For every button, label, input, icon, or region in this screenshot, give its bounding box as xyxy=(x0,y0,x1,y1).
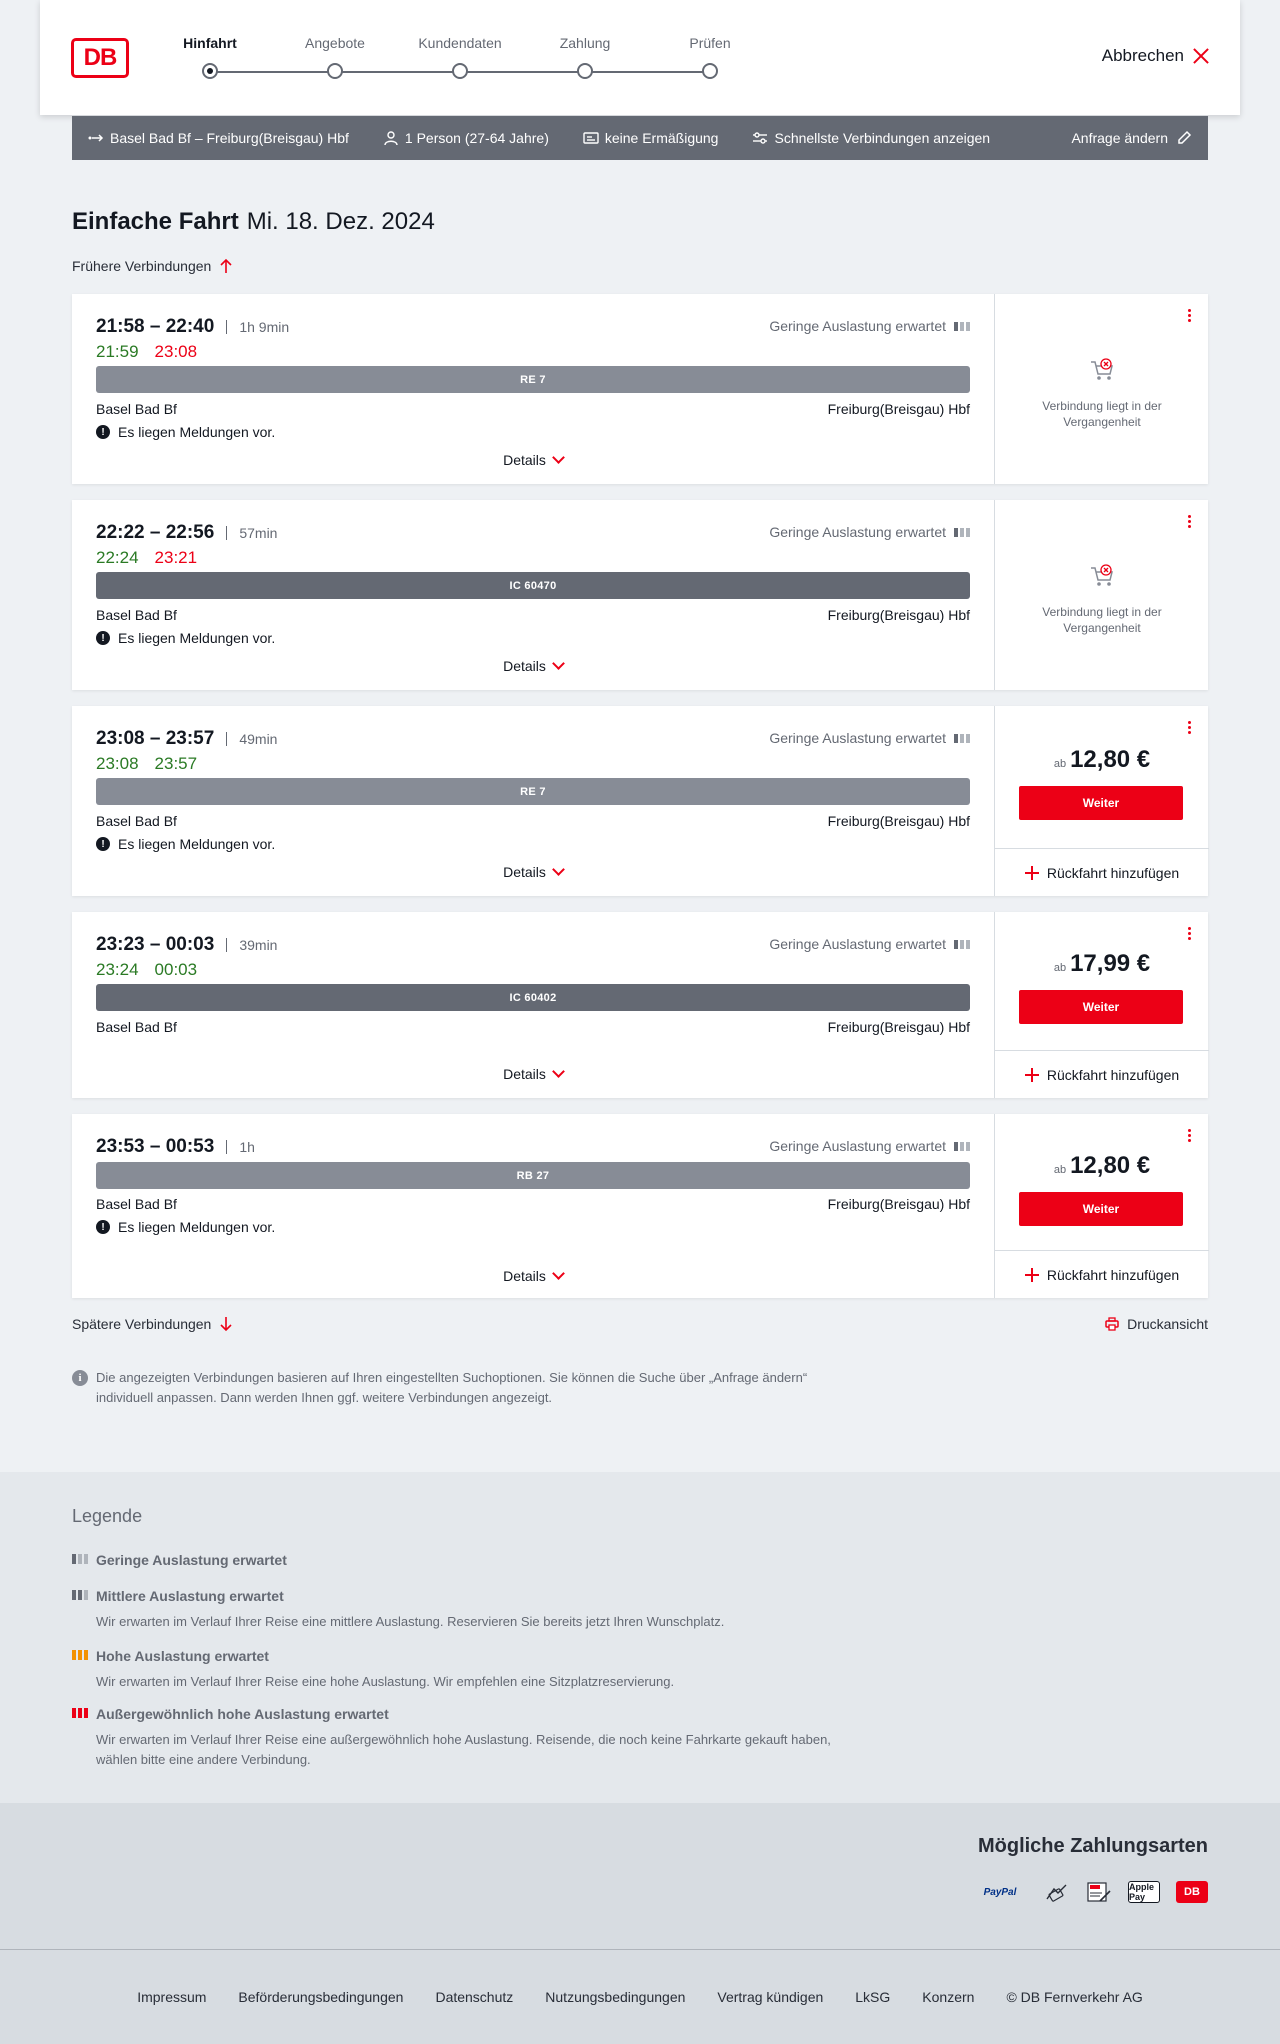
search-summary-bar xyxy=(72,116,1208,160)
origin-station: Basel Bad Bf xyxy=(96,813,177,829)
filter-summary xyxy=(752,130,990,146)
add-return-button[interactable] xyxy=(995,848,1209,896)
realtime-arrival: 23:57 xyxy=(154,754,198,773)
legend-item-high xyxy=(72,1648,872,1692)
db-logo[interactable]: DB xyxy=(71,38,129,78)
step-zahlung: Zahlung xyxy=(559,35,611,51)
footer-copyright: © DB Fernverkehr AG xyxy=(1006,1989,1143,2005)
passenger-summary xyxy=(383,130,549,146)
details-label: Details xyxy=(503,1066,546,1082)
notice xyxy=(96,630,275,646)
past-connection-text: Verbindung liegt in der Vergangenheit xyxy=(1042,605,1162,635)
later-connections-link[interactable] xyxy=(72,1316,233,1332)
origin-station: Basel Bad Bf xyxy=(96,607,177,623)
connection-times xyxy=(96,316,289,338)
details-toggle[interactable] xyxy=(72,864,994,880)
continue-button[interactable]: Weiter xyxy=(1019,1192,1183,1226)
add-return-label: Rückfahrt hinzufügen xyxy=(1046,864,1180,881)
occupancy-low-icon xyxy=(954,528,970,537)
chevron-down-icon xyxy=(552,863,565,876)
duration: 49min xyxy=(226,732,277,746)
add-return-button[interactable] xyxy=(995,1050,1209,1098)
train-segment-bar[interactable]: RE 7 xyxy=(96,778,970,805)
warning-icon: ! xyxy=(96,837,110,851)
person-icon xyxy=(383,131,399,145)
edit-search-label: Anfrage ändern xyxy=(1071,130,1168,146)
occupancy-label: Geringe Auslastung erwartet xyxy=(769,936,946,952)
payment-icons xyxy=(972,1881,1208,1903)
legend-item-title: Mittlere Auslastung erwartet xyxy=(96,1588,284,1604)
arrow-up-icon xyxy=(219,258,233,274)
price xyxy=(995,746,1209,774)
connection-info[interactable] xyxy=(72,706,994,896)
footer-link-vertrag-kuendigen[interactable]: Vertrag kündigen xyxy=(717,1989,824,2005)
notice-text: Es liegen Meldungen vor. xyxy=(118,424,276,440)
realtime-arrival: 23:21 xyxy=(154,548,198,567)
offer-panel xyxy=(994,706,1208,896)
occupancy-indicator xyxy=(769,730,970,746)
apple-pay-icon: Apple Pay xyxy=(1128,1881,1160,1903)
connection-times xyxy=(96,728,277,750)
train-segment-bar[interactable]: IC 60402 xyxy=(96,984,970,1011)
step-dot-angebote xyxy=(327,63,343,79)
payment-title: Mögliche Zahlungsarten xyxy=(977,1835,1208,1857)
route-summary xyxy=(88,130,349,146)
train-segment-bar[interactable]: RE 7 xyxy=(96,366,970,393)
bahncard-icon xyxy=(583,131,599,145)
plus-icon xyxy=(1025,1068,1039,1082)
info-text: Die angezeigten Verbindungen basieren auf Ihren eingestellten Suchoptionen. Sie können die Suche über „Anfrage ändern“ individuell anpassen. Dann werden Ihnen ggf. weitere Verbindungen angezeigt. xyxy=(96,1370,808,1405)
edit-search-button[interactable] xyxy=(1071,130,1192,146)
connection-card xyxy=(72,500,1208,690)
sepa-icon xyxy=(1086,1881,1112,1903)
duration: 1h 9min xyxy=(226,320,289,334)
occupancy-indicator xyxy=(769,524,970,540)
add-return-label: Rückfahrt hinzufügen xyxy=(1046,1066,1180,1083)
occupancy-indicator xyxy=(769,936,970,952)
notice-text: Es liegen Meldungen vor. xyxy=(118,1219,276,1235)
occupancy-label: Geringe Auslastung erwartet xyxy=(769,730,946,746)
connection-card xyxy=(72,1114,1208,1298)
close-icon xyxy=(1192,47,1210,65)
price-prefix: ab xyxy=(1053,1164,1067,1176)
step-angebote: Angebote xyxy=(305,35,365,51)
footer-link-konzern[interactable]: Konzern xyxy=(922,1989,975,2005)
realtime-times xyxy=(96,548,197,568)
route-text: Basel Bad Bf – Freiburg(Breisgau) Hbf xyxy=(110,130,349,146)
more-options-icon[interactable] xyxy=(1188,927,1192,940)
offer-panel xyxy=(994,500,1208,690)
page-title xyxy=(72,208,435,236)
occupancy-low-icon xyxy=(954,1142,970,1151)
connection-times xyxy=(96,522,277,544)
details-label: Details xyxy=(503,864,546,880)
info-note xyxy=(72,1368,852,1408)
destination-station: Freiburg(Breisgau) Hbf xyxy=(827,1019,970,1035)
legend-item-medium xyxy=(72,1588,872,1632)
offer-panel xyxy=(994,294,1208,484)
plus-icon xyxy=(1025,866,1039,880)
credit-card-icon xyxy=(1044,1881,1070,1903)
legend-item-text: Wir erwarten im Verlauf Ihrer Reise eine hohe Auslastung. Wir empfehlen eine Sitzplatzreservierung. xyxy=(96,1674,675,1689)
info-icon: i xyxy=(72,1370,88,1386)
price-value: 17,99 € xyxy=(1070,950,1151,977)
app-header xyxy=(40,0,1240,115)
passenger-text: 1 Person (27-64 Jahre) xyxy=(404,130,549,146)
filter-text: Schnellste Verbindungen anzeigen xyxy=(774,130,991,146)
realtime-arrival: 23:08 xyxy=(154,342,198,361)
destination-station: Freiburg(Breisgau) Hbf xyxy=(827,813,970,829)
plus-icon xyxy=(1025,1268,1039,1282)
details-label: Details xyxy=(503,452,546,468)
legend-item-text: Wir erwarten im Verlauf Ihrer Reise eine mittlere Auslastung. Reservieren Sie bereits jetzt Ihren Wunschplatz. xyxy=(96,1614,725,1629)
occupancy-low-icon xyxy=(72,1554,88,1564)
notice-text: Es liegen Meldungen vor. xyxy=(118,836,276,852)
occupancy-low-icon xyxy=(954,734,970,743)
origin-station: Basel Bad Bf xyxy=(96,401,177,417)
printer-icon xyxy=(1105,1317,1119,1331)
realtime-times xyxy=(96,342,197,362)
print-view-label: Druckansicht xyxy=(1127,1316,1208,1332)
cancel-button[interactable] xyxy=(1102,46,1210,66)
offer-panel xyxy=(994,912,1208,1098)
step-pruefen: Prüfen xyxy=(689,35,731,51)
notice xyxy=(96,424,275,440)
continue-button[interactable]: Weiter xyxy=(1019,786,1183,820)
price-value: 12,80 € xyxy=(1070,746,1151,773)
footer-link-lksg[interactable]: LkSG xyxy=(855,1989,891,2005)
stations xyxy=(96,813,970,829)
legend-item-low xyxy=(72,1552,872,1568)
connection-times xyxy=(96,1136,255,1158)
past-connection-text: Verbindung liegt in der Vergangenheit xyxy=(1042,399,1162,429)
more-options-icon[interactable] xyxy=(1188,515,1192,528)
stations xyxy=(96,1196,970,1212)
stations xyxy=(96,607,970,623)
step-kundendaten: Kundendaten xyxy=(418,35,502,51)
chevron-down-icon xyxy=(552,451,565,464)
details-toggle[interactable] xyxy=(72,1066,994,1082)
earlier-connections-link[interactable] xyxy=(72,258,233,274)
planned-times: 23:23 – 00:03 xyxy=(96,934,215,955)
cart-unavailable-icon xyxy=(1088,356,1116,384)
discount-text: keine Ermäßigung xyxy=(604,130,719,146)
chevron-down-icon xyxy=(552,1267,565,1280)
more-options-icon[interactable] xyxy=(1188,1129,1192,1142)
legend-item-title: Außergewöhnlich hohe Auslastung erwartet xyxy=(96,1706,389,1722)
stations xyxy=(96,401,970,417)
legend-item-title: Hohe Auslastung erwartet xyxy=(96,1648,269,1664)
realtime-times xyxy=(96,754,197,774)
step-dot-zahlung xyxy=(577,63,593,79)
trip-type: Einfache Fahrt xyxy=(72,208,239,235)
warning-icon: ! xyxy=(96,425,110,439)
train-segment-bar[interactable]: IC 60470 xyxy=(96,572,970,599)
occupancy-exceptional-icon xyxy=(72,1708,88,1718)
occupancy-label: Geringe Auslastung erwartet xyxy=(769,318,946,334)
db-payment-icon: DB xyxy=(1176,1881,1208,1903)
step-dot-hinfahrt xyxy=(202,63,218,79)
payment-methods-section xyxy=(0,1803,1280,1949)
add-return-button[interactable] xyxy=(995,1250,1209,1298)
occupancy-label: Geringe Auslastung erwartet xyxy=(769,524,946,540)
connection-times xyxy=(96,934,277,956)
price-prefix: ab xyxy=(1053,962,1067,974)
add-return-label: Rückfahrt hinzufügen xyxy=(1046,1266,1180,1283)
realtime-times xyxy=(96,960,197,980)
origin-station: Basel Bad Bf xyxy=(96,1196,177,1212)
duration: 1h xyxy=(226,1140,255,1154)
footer-link-nutzungsbedingungen[interactable]: Nutzungsbedingungen xyxy=(545,1989,686,2005)
pencil-icon xyxy=(1176,130,1192,146)
footer-link-befoerderungsbedingungen[interactable]: Beförderungsbedingungen xyxy=(238,1989,404,2005)
occupancy-indicator xyxy=(769,318,970,334)
realtime-departure: 23:08 xyxy=(96,754,139,773)
connection-info[interactable] xyxy=(72,912,994,1098)
destination-station: Freiburg(Breisgau) Hbf xyxy=(827,1196,970,1212)
notice xyxy=(96,836,275,852)
offer-panel xyxy=(994,1114,1208,1298)
destination-station: Freiburg(Breisgau) Hbf xyxy=(827,401,970,417)
chevron-down-icon xyxy=(552,1065,565,1078)
connection-info[interactable] xyxy=(72,1114,994,1298)
realtime-departure: 22:24 xyxy=(96,548,139,567)
continue-button[interactable]: Weiter xyxy=(1019,990,1183,1024)
connection-card xyxy=(72,706,1208,896)
details-toggle[interactable] xyxy=(72,658,994,674)
occupancy-low-icon xyxy=(954,322,970,331)
realtime-departure: 23:24 xyxy=(96,960,139,979)
legend-title: Legende xyxy=(72,1506,143,1526)
step-dot-pruefen xyxy=(702,63,718,79)
arrow-down-icon xyxy=(219,1316,233,1332)
cancel-label: Abbrechen xyxy=(1101,46,1184,65)
connection-info[interactable] xyxy=(72,294,994,484)
price xyxy=(995,950,1209,978)
more-options-icon[interactable] xyxy=(1188,309,1192,322)
duration: 39min xyxy=(226,938,277,952)
connection-card xyxy=(72,294,1208,484)
price-prefix: ab xyxy=(1053,758,1067,770)
legend-item-title: Geringe Auslastung erwartet xyxy=(96,1552,287,1568)
step-hinfahrt: Hinfahrt xyxy=(183,35,237,51)
planned-times: 23:08 – 23:57 xyxy=(96,728,215,749)
occupancy-high-icon xyxy=(72,1650,88,1660)
footer-link-datenschutz[interactable]: Datenschutz xyxy=(435,1989,514,2005)
legend-item-text: Wir erwarten im Verlauf Ihrer Reise eine außergewöhnlich hohe Auslastung. Reisende, die noch keine Fahrkarte gekauft haben, wählen bitte eine andere Verbindung. xyxy=(96,1732,831,1767)
duration: 57min xyxy=(226,526,277,540)
price xyxy=(995,1152,1209,1180)
cart-unavailable-icon xyxy=(1088,562,1116,590)
more-options-icon[interactable] xyxy=(1188,721,1192,734)
filter-icon xyxy=(752,131,768,145)
occupancy-medium-icon xyxy=(72,1590,88,1600)
connection-info[interactable] xyxy=(72,500,994,690)
details-toggle[interactable] xyxy=(72,452,994,468)
origin-station: Basel Bad Bf xyxy=(96,1019,177,1035)
occupancy-indicator xyxy=(769,1138,970,1154)
destination-station: Freiburg(Breisgau) Hbf xyxy=(827,607,970,623)
print-view-link[interactable] xyxy=(1105,1316,1208,1332)
footer xyxy=(0,1949,1280,2044)
occupancy-low-icon xyxy=(954,940,970,949)
notice xyxy=(96,1219,275,1235)
planned-times: 23:53 – 00:53 xyxy=(96,1136,215,1157)
chevron-down-icon xyxy=(552,657,565,670)
realtime-departure: 21:59 xyxy=(96,342,139,361)
route-arrow-icon xyxy=(88,131,104,145)
planned-times: 21:58 – 22:40 xyxy=(96,316,215,337)
occupancy-label: Geringe Auslastung erwartet xyxy=(769,1138,946,1154)
warning-icon: ! xyxy=(96,1220,110,1234)
footer-link-impressum[interactable]: Impressum xyxy=(137,1989,207,2005)
price-value: 12,80 € xyxy=(1070,1152,1151,1179)
realtime-arrival: 00:03 xyxy=(154,960,198,979)
paypal-icon: PayPal xyxy=(983,1886,1017,1898)
step-dot-kundendaten xyxy=(452,63,468,79)
connection-card xyxy=(72,912,1208,1098)
legend-section xyxy=(0,1472,1280,1803)
warning-icon: ! xyxy=(96,631,110,645)
details-toggle[interactable] xyxy=(72,1268,994,1284)
notice-text: Es liegen Meldungen vor. xyxy=(118,630,276,646)
details-label: Details xyxy=(503,658,546,674)
legend-item-exceptional xyxy=(72,1706,872,1770)
planned-times: 22:22 – 22:56 xyxy=(96,522,215,543)
train-segment-bar[interactable]: RB 27 xyxy=(96,1162,970,1189)
stations xyxy=(96,1019,970,1035)
later-connections-label: Spätere Verbindungen xyxy=(72,1316,212,1332)
earlier-connections-label: Frühere Verbindungen xyxy=(72,258,212,274)
trip-date: Mi. 18. Dez. 2024 xyxy=(246,208,435,235)
details-label: Details xyxy=(503,1268,546,1284)
discount-summary xyxy=(583,130,719,146)
